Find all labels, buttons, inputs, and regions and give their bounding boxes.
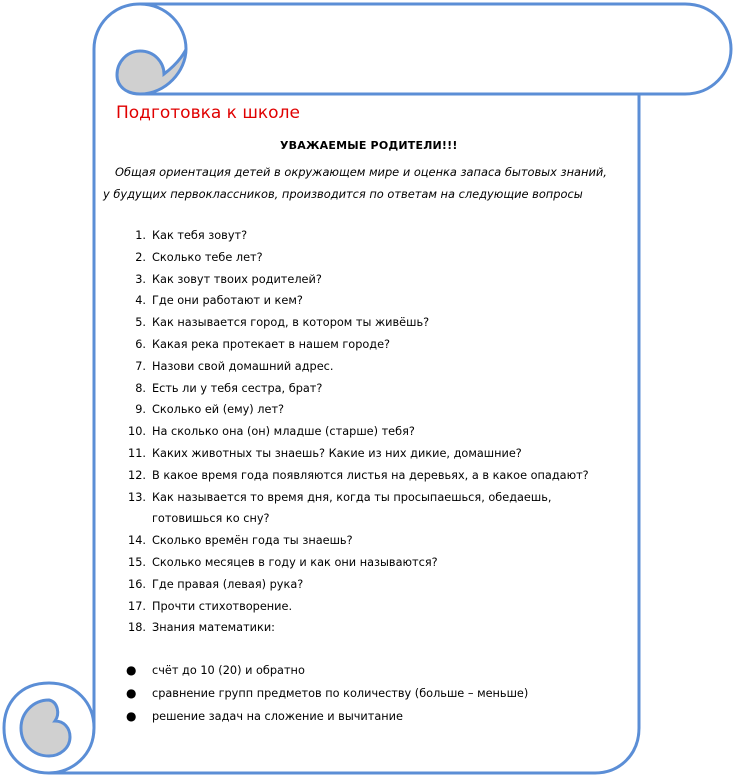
list-number: 8. (135, 381, 146, 395)
list-text: Прочти стихотворение. (152, 599, 293, 613)
list-item (0, 574, 736, 596)
list-text: Сколько ей (ему) лет? (152, 403, 285, 417)
bullet-icon: ● (126, 663, 137, 677)
list-number: 12. (128, 468, 146, 482)
list-number: 7. (135, 359, 146, 373)
intro-line: Общая ориентация детей в окружающем мире и оценка запаса бытовых знаний, (115, 165, 607, 179)
list-text: Как называется город, в котором ты живёшь? (152, 316, 430, 330)
list-number: 6. (135, 337, 146, 351)
list-text: решение задач на сложение и вычитание (152, 710, 403, 723)
list-item (0, 596, 736, 618)
list-item (0, 312, 736, 334)
bullet-icon: ● (126, 709, 137, 723)
intro-paragraph (103, 161, 643, 205)
list-text: Где правая (левая) рука? (152, 577, 304, 591)
list-number: 4. (135, 294, 146, 308)
math-skills-list (0, 659, 528, 728)
list-text: В какое время года появляются листья на деревьях, а в какое опадают? (152, 468, 589, 482)
list-item (0, 705, 528, 728)
intro-line: у будущих первоклассников, производится по ответам на следующие вопросы (103, 187, 583, 201)
list-text: Где они работают и кем? (152, 294, 303, 308)
list-text: Сколько времён года ты знаешь? (152, 534, 353, 548)
list-item (0, 682, 528, 705)
list-item (0, 465, 736, 487)
list-item (0, 356, 736, 378)
bullet-icon: ● (126, 686, 137, 700)
page-subheading: УВАЖАЕМЫЕ РОДИТЕЛИ!!! (280, 139, 458, 152)
list-number: 9. (135, 403, 146, 417)
list-text: Как зовут твоих родителей? (152, 272, 322, 286)
list-number: 15. (128, 555, 146, 569)
list-item (0, 659, 528, 682)
list-item (0, 617, 736, 639)
list-item (0, 421, 736, 443)
list-item (0, 487, 736, 531)
list-number: 14. (128, 534, 146, 548)
list-text: Какая река протекает в нашем городе? (152, 337, 391, 351)
list-text: Сколько месяцев в году и как они называются? (152, 555, 438, 569)
list-number: 3. (135, 272, 146, 286)
list-text: Как тебя зовут? (152, 229, 248, 242)
list-text: Назови свой домашний адрес. (152, 359, 334, 373)
list-item (0, 443, 736, 465)
list-item (0, 334, 736, 356)
list-number: 5. (135, 316, 146, 330)
list-text: Сколько тебе лет? (152, 250, 263, 264)
list-number: 18. (128, 621, 146, 635)
list-item (0, 247, 736, 269)
list-number: 17. (128, 599, 146, 613)
list-number: 11. (128, 446, 146, 460)
list-text: сравнение групп предметов по количеству (больше – меньше) (152, 687, 529, 700)
list-text: Как называется то время дня, когда ты просыпаешься, обедаешь, готовишься ко сну? (152, 490, 552, 526)
list-number: 10. (128, 425, 146, 439)
list-text: счёт до 10 (20) и обратно (152, 664, 305, 677)
list-item (0, 378, 736, 400)
questions-list (0, 225, 736, 639)
list-text: Есть ли у тебя сестра, брат? (152, 381, 323, 395)
list-item (0, 269, 736, 291)
list-item (0, 552, 736, 574)
list-text: На сколько она (он) младше (старше) тебя? (152, 425, 415, 439)
list-item (0, 530, 736, 552)
list-item (0, 225, 736, 247)
list-number: 13. (128, 490, 146, 504)
list-text: Каких животных ты знаешь? Какие из них дикие, домашние? (152, 446, 522, 460)
list-item (0, 290, 736, 312)
list-number: 16. (128, 577, 146, 591)
list-number: 2. (135, 250, 146, 264)
list-item (0, 399, 736, 421)
list-text: Знания математики: (152, 621, 275, 635)
list-number: 1. (135, 229, 146, 242)
page-heading: Подготовка к школе (116, 103, 300, 123)
